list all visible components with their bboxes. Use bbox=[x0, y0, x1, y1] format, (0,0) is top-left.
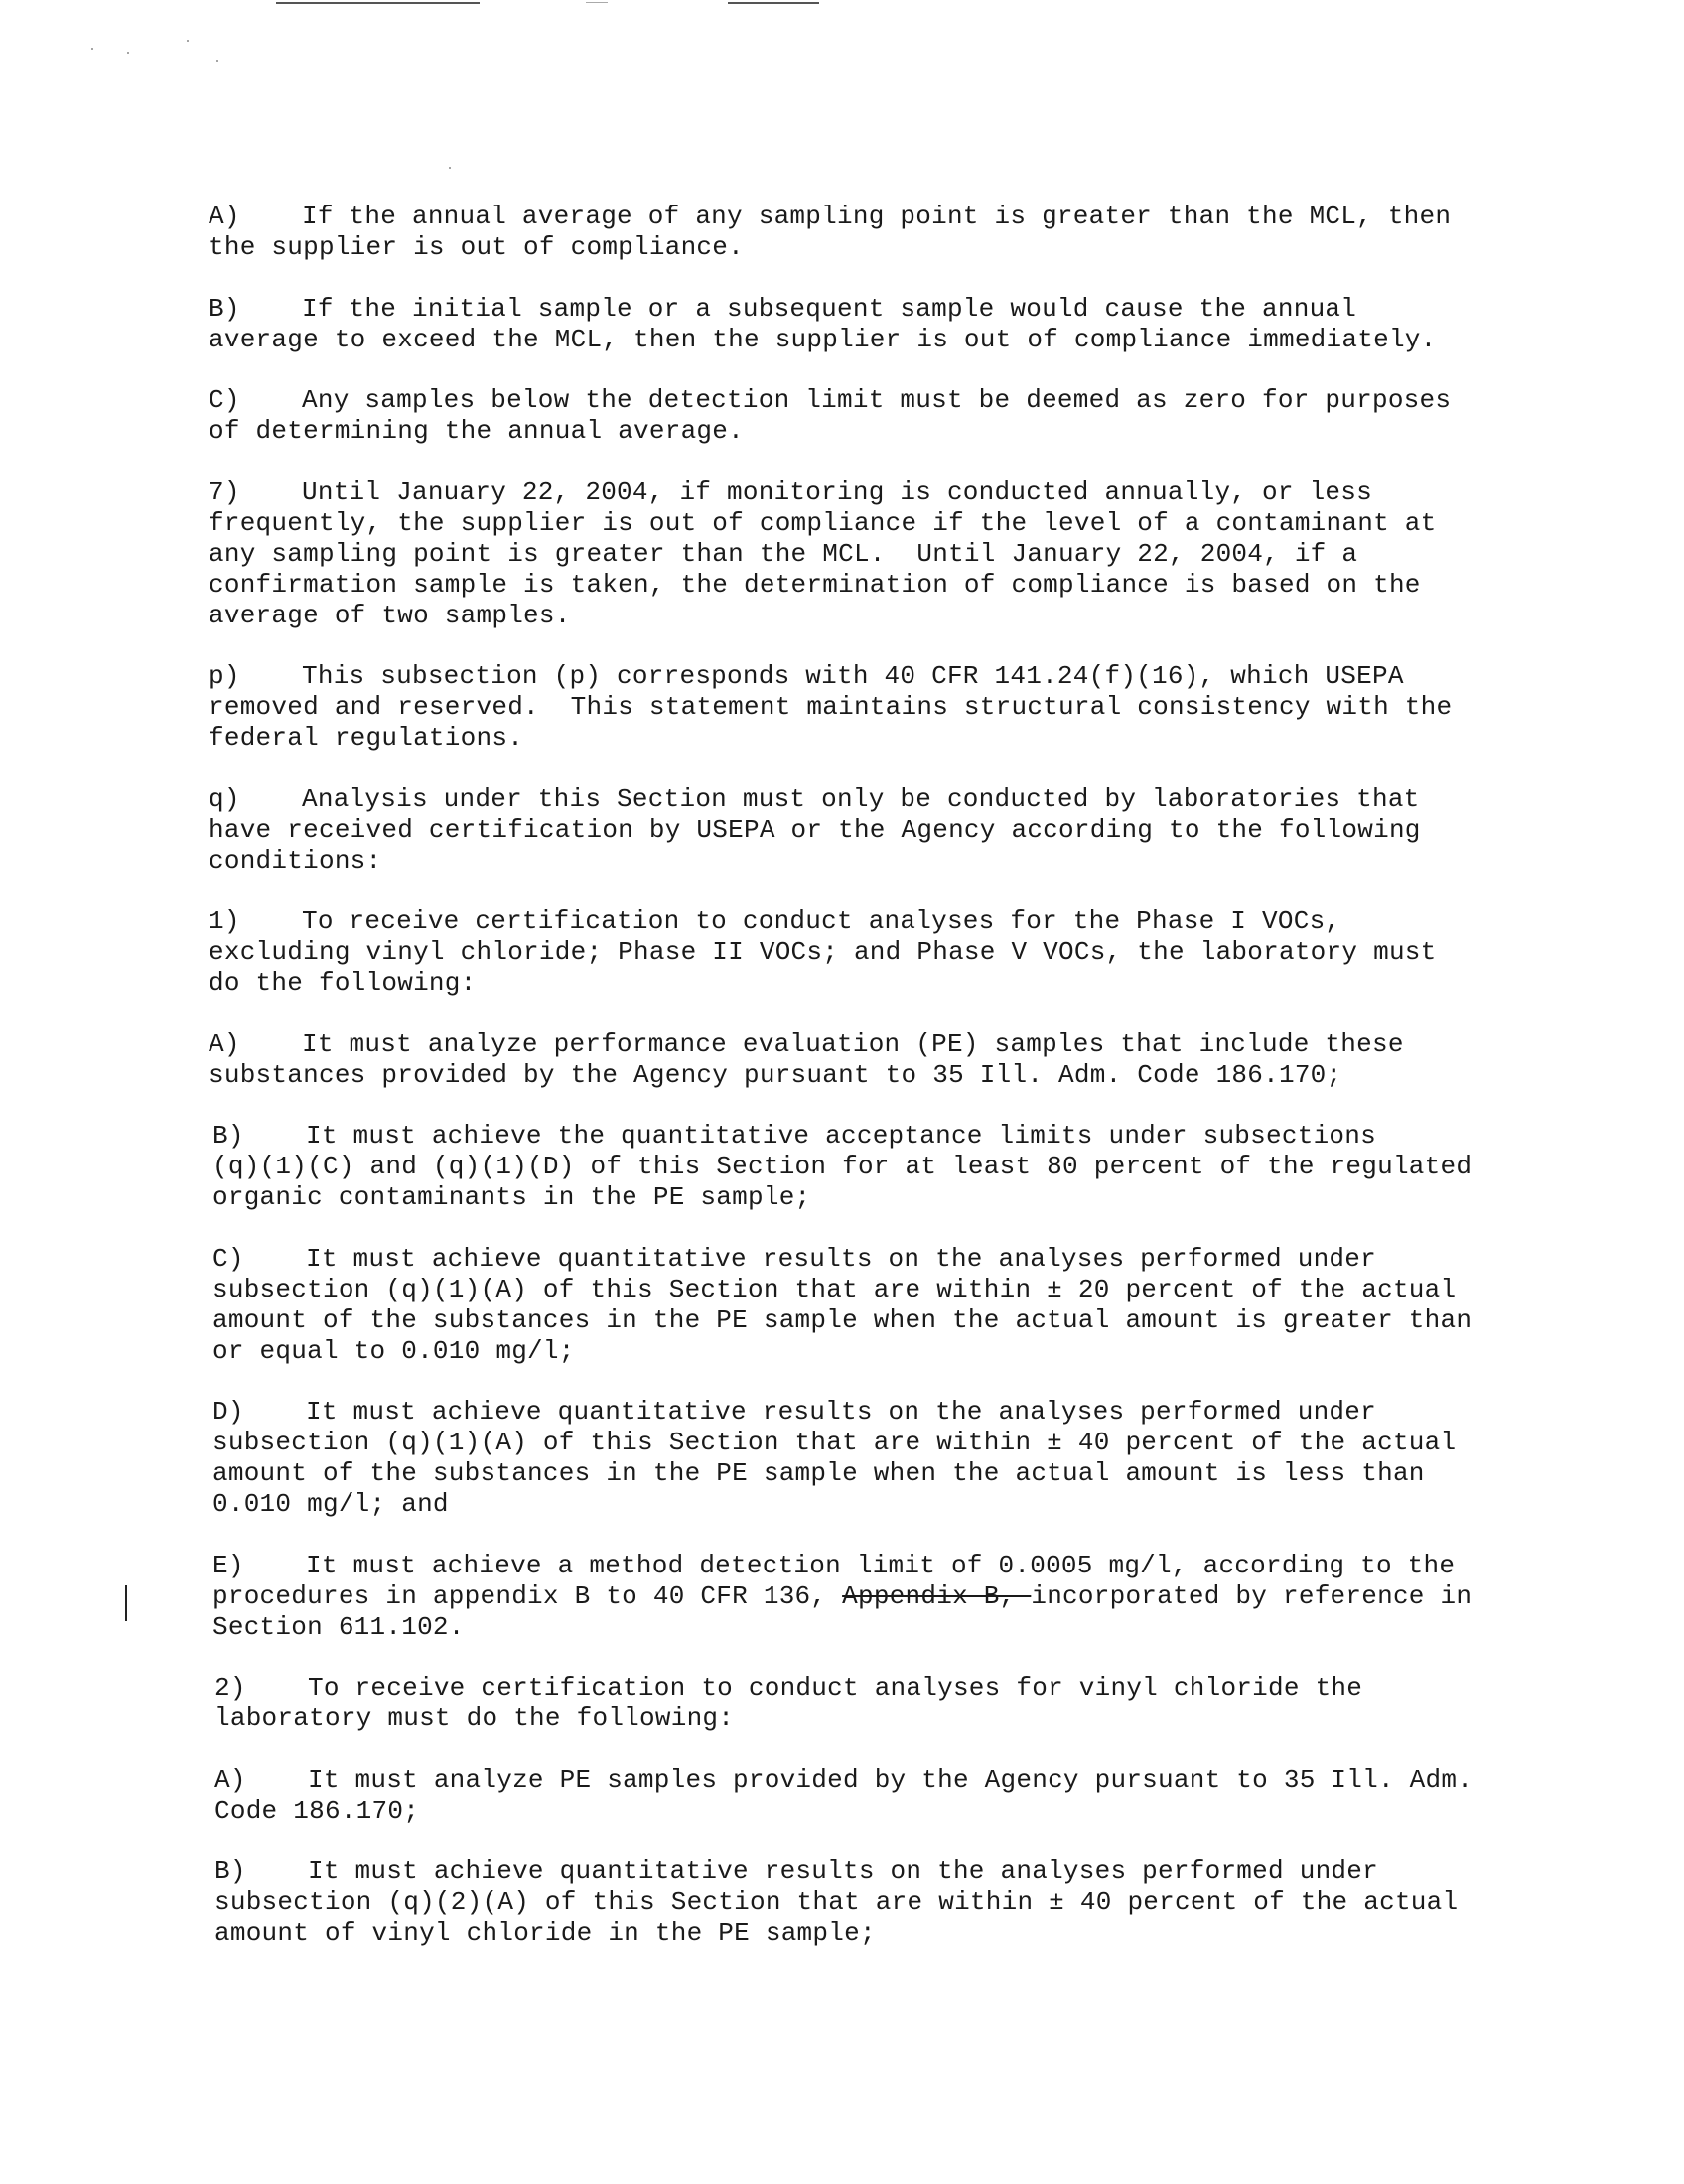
top-rule-middle bbox=[586, 2, 608, 3]
paragraph-p-subsection bbox=[209, 661, 1529, 753]
paragraph-label: 2) bbox=[214, 1673, 246, 1703]
paragraph-text: It must achieve quantitative results on the analyses performed under subsection (q)(1)(A) of this Section that are within ± 20 percent of the actual amount of the substances in the PE sample when the actual amount is greater than or equal to 0.010 mg/l; bbox=[212, 1243, 1473, 1366]
paragraph-2-vinyl-chloride bbox=[209, 1673, 1529, 1734]
paragraph-text: It must analyze performance evaluation (PE) samples that include these substances provided by the Agency pursuant to 35 Ill. Adm. Code 186.170; bbox=[209, 1028, 1404, 1090]
paragraph-text: Until January 22, 2004, if monitoring is conducted annually, or less frequently, the supplier is out of compliance if the level of a contaminant at any sampling point is greater than the MCL. Until January 22, 2004, if a confirmation sample is taken, the determination of compliance is based on the average of two samples. bbox=[209, 477, 1437, 630]
top-rule-left bbox=[276, 2, 480, 4]
paragraph-text: It must analyze PE samples provided by the Agency pursuant to 35 Ill. Adm. Code 186.170; bbox=[214, 1764, 1474, 1826]
paragraph-text: Any samples below the detection limit must be deemed as zero for purposes of determining the annual average. bbox=[209, 385, 1452, 446]
paragraph-text: It must achieve quantitative results on the analyses performed under subsection (q)(1)(A) of this Section that are within ± 40 percent of the actual amount of the substances in the PE sample when the actual amount is less than 0.010 mg/l; and bbox=[212, 1397, 1457, 1519]
paragraph-text: To receive certification to conduct analyses for the Phase I VOCs, excluding vinyl chloride; Phase II VOCs; and Phase V VOCs, the laboratory must do the following: bbox=[209, 906, 1437, 998]
paragraph-text: Analysis under this Section must only be conducted by laboratories that have received certification by USEPA or the Agency according to the following conditions: bbox=[209, 783, 1421, 876]
paragraph-label: B) bbox=[212, 1121, 244, 1151]
scan-speck bbox=[216, 60, 218, 62]
paragraph-d-within-40-percent bbox=[209, 1397, 1529, 1520]
paragraph-label: A) bbox=[209, 202, 240, 231]
paragraph-text: This subsection (p) corresponds with 40 CFR 141.24(f)(16), which USEPA removed and reserved. This statement maintains structural consistency with the federal regulations. bbox=[209, 661, 1453, 752]
paragraph-text-after: incorporated by reference in Section 611.102. bbox=[212, 1580, 1473, 1642]
revision-margin-bar bbox=[125, 1585, 127, 1621]
scan-speck bbox=[91, 48, 93, 50]
paragraph-label: B) bbox=[209, 293, 240, 324]
paragraph-a-pe-samples bbox=[209, 1029, 1529, 1091]
top-rule-right bbox=[728, 2, 819, 4]
paragraph-label: 7) bbox=[209, 477, 240, 507]
paragraph-b-initial-sample bbox=[209, 294, 1529, 355]
struck-text: Appendix B, bbox=[842, 1580, 1032, 1611]
scan-speck bbox=[187, 40, 189, 42]
document-body bbox=[209, 202, 1529, 1979]
paragraph-label: A) bbox=[209, 1028, 240, 1059]
paragraph-text: If the initial sample or a subsequent sample would cause the annual average to exceed the MCL, then the supplier is out of compliance immediately. bbox=[209, 293, 1437, 354]
paragraph-text-before: It must achieve a method detection limit of 0.0005 mg/l, according to the procedures in appendix B to 40 CFR 136, bbox=[212, 1550, 1456, 1611]
paragraph-a-annual-average bbox=[209, 202, 1529, 263]
paragraph-label: E) bbox=[212, 1550, 244, 1580]
paragraph-a-vinyl-pe-samples bbox=[209, 1765, 1529, 1827]
paragraph-c-within-20-percent bbox=[209, 1244, 1529, 1367]
paragraph-e-detection-limit bbox=[209, 1551, 1529, 1643]
paragraph-label: 1) bbox=[209, 906, 240, 936]
paragraph-text: To receive certification to conduct analyses for vinyl chloride the laboratory must do the following: bbox=[214, 1673, 1363, 1733]
paragraph-text: It must achieve the quantitative acceptance limits under subsections (q)(1)(C) and (q)(1)(D) of this Section for at least 80 percent of the regulated organic contaminants in the PE sample; bbox=[212, 1121, 1473, 1212]
paragraph-label: p) bbox=[209, 661, 240, 691]
paragraph-label: q) bbox=[209, 783, 240, 814]
paragraph-b-vinyl-within-40-percent bbox=[209, 1856, 1529, 1949]
paragraph-1-certification-vocs bbox=[209, 906, 1529, 999]
paragraph-text: If the annual average of any sampling point is greater than the MCL, then the supplier is out of compliance. bbox=[209, 202, 1452, 262]
paragraph-b-acceptance-limits bbox=[209, 1121, 1529, 1213]
paragraph-label: A) bbox=[214, 1764, 246, 1795]
paragraph-c-detection-limit bbox=[209, 385, 1529, 447]
paragraph-7-until-2004 bbox=[209, 478, 1529, 631]
paragraph-text: It must achieve quantitative results on the analyses performed under subsection (q)(2)(A) of this Section that are within ± 40 percent of the actual amount of vinyl chloride in the PE sample; bbox=[214, 1856, 1459, 1948]
paragraph-label: C) bbox=[212, 1243, 244, 1274]
paragraph-label: B) bbox=[214, 1856, 246, 1886]
paragraph-q-analysis bbox=[209, 784, 1529, 877]
paragraph-label: C) bbox=[209, 385, 240, 415]
scan-speck bbox=[127, 52, 129, 54]
scan-speck bbox=[449, 167, 451, 169]
paragraph-label: D) bbox=[212, 1397, 244, 1427]
